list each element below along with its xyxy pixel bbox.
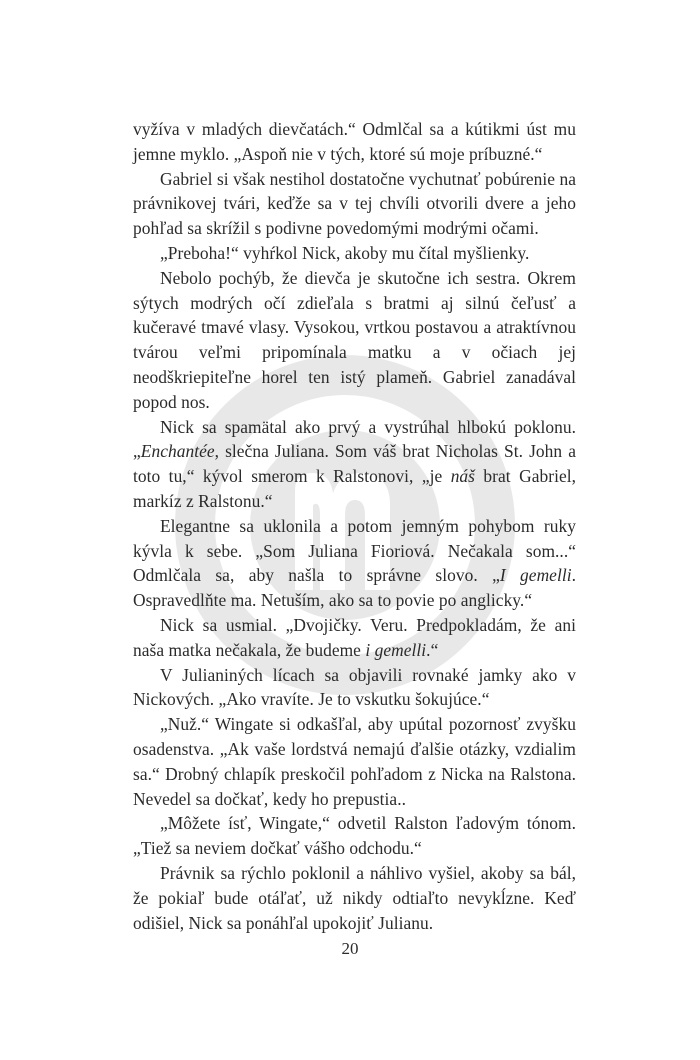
paragraph [133,712,576,811]
paragraph [133,613,576,663]
paragraph [133,415,576,514]
text-run: „Preboha!“ vyhŕkol Nick, akoby mu čítal myšlienky. [160,242,530,263]
paragraph [133,861,576,935]
text-run: brat Gabriel, markíz z Ralstonu.“ [133,466,576,511]
paragraph [133,117,576,167]
text-run: .“ [426,639,439,660]
text-run: . Ospravedlňte ma. Netuším, ako sa to povie po anglicky.“ [133,565,576,611]
text-run: V Julianiných lícach sa objavili rovnaké jamky ako v Nickových. „Ako vravíte. Je to vskutku šokujúce.“ [133,664,576,710]
text-run: vyžíva v mladých dievčatách.“ Odmlčal sa a kútikmi úst mu jemne myklo. „Aspoň nie v tých, ktoré sú moje príbuzné.“ [133,119,576,164]
text-run: Právnik sa rýchlo poklonil a náhlivo vyšiel, akoby sa bál, že pokiaľ bude otáľať, už nikdy odtiaľto nevykĺzne. Keď odišiel, Nick sa ponáhľal upokojiť Julianu. [133,862,576,933]
italic-text: náš [450,466,475,487]
text-run: „Môžete ísť, Wingate,“ odvetil Ralston ľadovým tónom. „Tiež sa neviem dočkať vášho odchodu.“ [133,813,576,859]
paragraph [133,514,576,613]
italic-text: i gemelli [365,639,427,660]
text-run: Nick sa spamätal ako prvý a vystrúhal hlbokú poklonu. „ [133,416,576,462]
paragraph [133,241,576,266]
text-run: , slečna Juliana. Som váš brat Nicholas St. John a toto tu,“ kývol smerom k Ralstonovi, „je [133,441,576,487]
paragraph [133,266,576,415]
text-run: „Nuž.“ Wingate si odkašľal, aby upútal pozornosť zvyšku osadenstva. „Ak vaše lordstvá nemajú ďalšie otázky, vzdialim sa.“ Drobný chlapík preskočil pohľadom z Nicka na Ralstona. Nevedel sa dočkať, kedy ho prepustia.. [133,714,576,809]
italic-text: I gemelli [499,565,572,586]
paragraph [133,811,576,861]
paragraph [133,167,576,241]
italic-text: Enchantée [140,441,215,462]
page-text [133,117,576,935]
text-run: Gabriel si však nestihol dostatočne vychutnať pobúrenie na právnikovej tvári, keďže sa v tej chvíli otvorili dvere a jeho pohľad sa skrížil s podivne povedomými modrými očami. [133,168,576,239]
paragraph [133,663,576,713]
page-number: 20 [341,939,359,958]
text-run: Elegantne sa uklonila a potom jemným pohybom ruky kývla k sebe. „Som Juliana Fioriová. Nečakala som...“ Odmlčala sa, aby našla to správne slovo. „ [133,515,576,586]
text-run: Nick sa usmial. „Dvojičky. Veru. Predpokladám, že ani naša matka nečakala, že budeme [133,614,576,660]
text-run: Nebolo pochýb, že dievča je skutočne ich sestra. Okrem sýtych modrých očí zdieľala s bratmi aj silnú čeľusť a kučeravé tmavé vlasy. Vysokou, vrtkou postavou a atraktívnou tvárou veľmi pripomínala matku a v očiach jej neodškriepiteľne horel ten istý plameň. Gabriel zanadával popod nos. [133,267,576,412]
